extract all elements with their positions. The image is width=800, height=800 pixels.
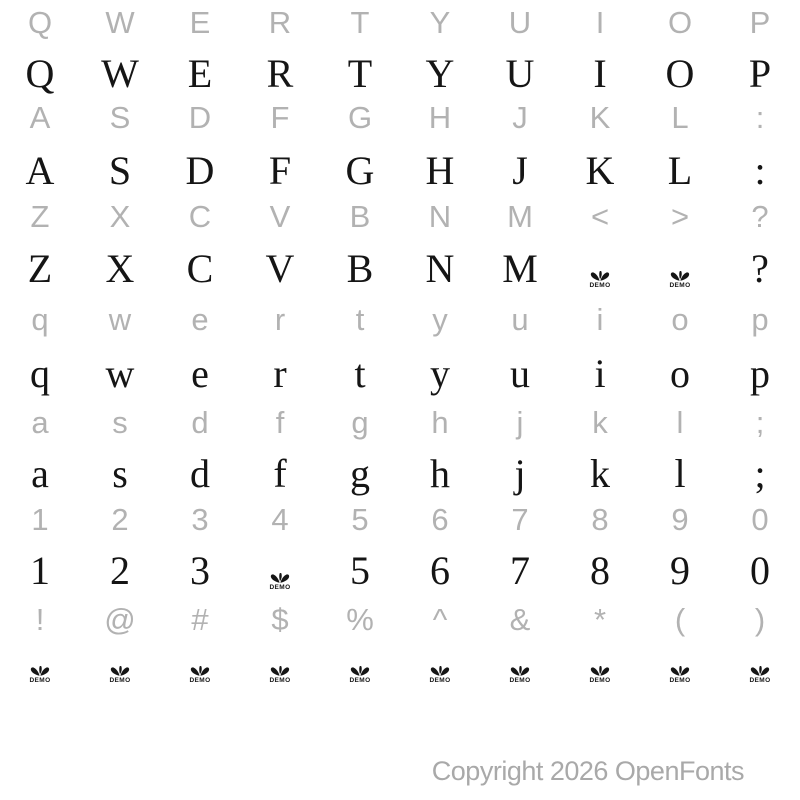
font-glyph-char: 6 <box>430 548 450 593</box>
fleuron-leaves-icon <box>589 665 611 677</box>
key-label-char: g <box>351 405 369 440</box>
demo-placeholder-label: DEMO <box>189 676 211 684</box>
font-glyph-char: L <box>667 148 693 193</box>
key-label-char: U <box>508 5 532 40</box>
key-label-char: y <box>432 302 448 337</box>
font-glyph-char: k <box>590 451 610 496</box>
font-glyph-char: w <box>105 351 135 396</box>
font-glyph-char: : <box>754 148 766 193</box>
font-glyph-char: M <box>502 246 538 291</box>
fleuron-leaves-icon <box>669 270 691 282</box>
font-glyph-char: q <box>30 351 50 396</box>
font-glyph-char: T <box>347 51 373 96</box>
font-glyph-row <box>0 548 800 598</box>
font-glyph-row <box>0 148 800 193</box>
font-glyph-char: g <box>350 451 370 496</box>
demo-placeholder-glyph <box>189 664 211 684</box>
demo-placeholder-label: DEMO <box>749 676 771 684</box>
key-label-char: K <box>589 100 611 135</box>
key-label-char: N <box>428 199 452 234</box>
key-label-char: 8 <box>591 502 609 537</box>
key-label-char: s <box>112 405 128 440</box>
key-label-char: 3 <box>191 502 209 537</box>
key-label-char: 5 <box>351 502 369 537</box>
demo-placeholder-glyph <box>749 664 771 684</box>
key-label-char: ( <box>674 602 686 637</box>
fleuron-leaves-icon <box>429 665 451 677</box>
key-label-char: Y <box>429 5 451 40</box>
fleuron-leaves-icon <box>109 665 131 677</box>
font-glyph-char: o <box>670 351 690 396</box>
key-label-char: h <box>431 405 449 440</box>
key-label-row <box>0 201 800 232</box>
key-label-row <box>0 604 800 635</box>
key-label-char: 9 <box>671 502 689 537</box>
font-glyph-char: U <box>505 51 535 96</box>
key-label-char: p <box>751 302 769 337</box>
font-glyph-char: P <box>748 51 772 96</box>
font-glyph-char: 7 <box>510 548 530 593</box>
key-label-char: % <box>346 602 374 637</box>
key-label-char: 2 <box>111 502 129 537</box>
key-label-char: B <box>349 199 371 234</box>
font-glyph-char: B <box>346 246 374 291</box>
font-glyph-char: N <box>425 246 455 291</box>
font-glyph-char: D <box>185 148 215 193</box>
demo-placeholder-label: DEMO <box>349 676 371 684</box>
key-label-row <box>0 102 800 133</box>
font-glyph-char: G <box>345 148 375 193</box>
font-glyph-char: j <box>514 451 526 496</box>
fleuron-leaves-icon <box>189 665 211 677</box>
font-glyph-char: H <box>425 148 455 193</box>
demo-placeholder-glyph <box>509 664 531 684</box>
demo-placeholder-label: DEMO <box>589 281 611 289</box>
key-label-char: M <box>507 199 533 234</box>
key-label-char: ? <box>751 199 769 234</box>
demo-placeholder-glyph <box>669 664 691 684</box>
demo-placeholder-label: DEMO <box>29 676 51 684</box>
key-label-char: r <box>274 302 286 337</box>
font-glyph-char: A <box>25 148 55 193</box>
font-glyph-char: V <box>265 246 295 291</box>
font-glyph-char: W <box>101 51 139 96</box>
key-label-char: w <box>108 302 132 337</box>
demo-placeholder-label: DEMO <box>509 676 531 684</box>
key-label-char: X <box>109 199 131 234</box>
font-glyph-char: O <box>665 51 695 96</box>
key-label-char: ) <box>754 602 766 637</box>
demo-placeholder-glyph <box>669 249 691 296</box>
demo-placeholder-glyph <box>269 551 291 598</box>
key-label-char: a <box>31 405 49 440</box>
font-glyph-char: Y <box>425 51 455 96</box>
key-label-char: O <box>667 5 693 40</box>
key-label-char: Q <box>27 5 53 40</box>
font-glyph-char: K <box>585 148 615 193</box>
key-label-char: F <box>270 100 290 135</box>
font-glyph-row <box>0 451 800 496</box>
key-label-row <box>0 304 800 335</box>
demo-placeholder-label: DEMO <box>669 676 691 684</box>
key-label-char: E <box>189 5 211 40</box>
key-label-char: t <box>355 302 365 337</box>
key-label-char: 6 <box>431 502 449 537</box>
key-label-char: j <box>516 405 524 440</box>
key-label-char: l <box>676 405 684 440</box>
key-label-char: D <box>188 100 212 135</box>
demo-glyph-row <box>0 664 800 684</box>
demo-placeholder-label: DEMO <box>109 676 131 684</box>
font-glyph-char: C <box>186 246 214 291</box>
font-glyph-char: d <box>190 451 210 496</box>
key-label-char: f <box>275 405 285 440</box>
demo-placeholder-label: DEMO <box>269 583 291 591</box>
key-label-char: # <box>191 602 209 637</box>
fleuron-leaves-icon <box>269 665 291 677</box>
key-label-row <box>0 7 800 38</box>
key-label-char: J <box>512 100 528 135</box>
key-label-char: I <box>595 5 605 40</box>
key-label-char: < <box>590 199 610 234</box>
key-label-char: G <box>347 100 373 135</box>
font-glyph-char: ; <box>754 451 766 496</box>
demo-placeholder-glyph <box>589 664 611 684</box>
fleuron-leaves-icon <box>269 572 291 584</box>
key-label-char: i <box>596 302 604 337</box>
key-label-char: 7 <box>511 502 529 537</box>
key-label-char: T <box>350 5 370 40</box>
font-glyph-row <box>0 246 800 296</box>
key-label-char: > <box>670 199 690 234</box>
key-label-char: W <box>105 5 135 40</box>
font-glyph-row <box>0 51 800 96</box>
font-glyph-char: 8 <box>590 548 610 593</box>
font-glyph-char: u <box>510 351 530 396</box>
font-glyph-char: r <box>273 351 287 396</box>
font-glyph-char: J <box>512 148 528 193</box>
key-label-char: V <box>269 199 291 234</box>
key-label-char: 0 <box>751 502 769 537</box>
key-label-char: q <box>31 302 49 337</box>
font-glyph-char: F <box>268 148 292 193</box>
fleuron-leaves-icon <box>669 665 691 677</box>
key-label-char: $ <box>271 602 289 637</box>
font-glyph-char: I <box>593 51 607 96</box>
fleuron-leaves-icon <box>349 665 371 677</box>
demo-placeholder-label: DEMO <box>269 676 291 684</box>
key-label-char: @ <box>104 602 136 637</box>
demo-placeholder-glyph <box>109 664 131 684</box>
key-label-char: P <box>749 5 771 40</box>
font-glyph-char: X <box>105 246 135 291</box>
key-label-char: d <box>191 405 209 440</box>
font-glyph-char: 5 <box>350 548 370 593</box>
font-glyph-char: 2 <box>110 548 130 593</box>
font-glyph-row <box>0 351 800 396</box>
demo-placeholder-label: DEMO <box>429 676 451 684</box>
font-glyph-char: a <box>31 451 49 496</box>
font-glyph-char: t <box>354 351 366 396</box>
copyright-text: Copyright 2026 OpenFonts <box>431 756 744 786</box>
demo-placeholder-glyph <box>429 664 451 684</box>
font-glyph-char: y <box>430 351 450 396</box>
font-glyph-char: 1 <box>30 548 50 593</box>
key-label-char: R <box>268 5 292 40</box>
key-label-char: A <box>29 100 51 135</box>
key-label-char: & <box>509 602 531 637</box>
key-label-char: u <box>511 302 529 337</box>
key-label-char: H <box>428 100 452 135</box>
demo-placeholder-label: DEMO <box>589 676 611 684</box>
fleuron-leaves-icon <box>29 665 51 677</box>
key-label-char: : <box>755 100 765 135</box>
font-glyph-char: ? <box>751 246 769 291</box>
key-label-char: C <box>188 199 212 234</box>
font-glyph-char: Z <box>27 246 53 291</box>
font-glyph-char: p <box>750 351 770 396</box>
key-label-row <box>0 407 800 438</box>
fleuron-leaves-icon <box>589 270 611 282</box>
demo-placeholder-glyph <box>29 664 51 684</box>
font-glyph-char: h <box>430 451 450 496</box>
key-label-char: ! <box>35 602 45 637</box>
fleuron-leaves-icon <box>509 665 531 677</box>
font-glyph-char: 0 <box>750 548 770 593</box>
key-label-char: o <box>671 302 689 337</box>
key-label-char: 4 <box>271 502 289 537</box>
key-label-char: Z <box>30 199 50 234</box>
demo-placeholder-glyph <box>589 249 611 296</box>
font-glyph-char: 9 <box>670 548 690 593</box>
key-label-char: k <box>592 405 608 440</box>
font-glyph-char: R <box>266 51 294 96</box>
font-glyph-char: s <box>112 451 128 496</box>
fleuron-leaves-icon <box>749 665 771 677</box>
demo-placeholder-label: DEMO <box>669 281 691 289</box>
key-label-char: e <box>191 302 209 337</box>
key-label-char: ; <box>755 405 765 440</box>
key-label-char: ^ <box>432 602 448 637</box>
font-glyph-char: 3 <box>190 548 210 593</box>
font-glyph-char: e <box>191 351 209 396</box>
font-glyph-char: l <box>674 451 686 496</box>
demo-placeholder-glyph <box>349 664 371 684</box>
font-glyph-char: E <box>187 51 213 96</box>
font-glyph-char: Q <box>25 51 55 96</box>
font-glyph-char: f <box>273 451 287 496</box>
font-glyph-char: i <box>594 351 606 396</box>
key-label-char: 1 <box>31 502 49 537</box>
demo-placeholder-glyph <box>269 664 291 684</box>
key-label-char: L <box>671 100 689 135</box>
key-label-char: * <box>593 602 607 637</box>
font-glyph-char: S <box>108 148 132 193</box>
key-label-char: S <box>109 100 131 135</box>
key-label-row <box>0 504 800 535</box>
